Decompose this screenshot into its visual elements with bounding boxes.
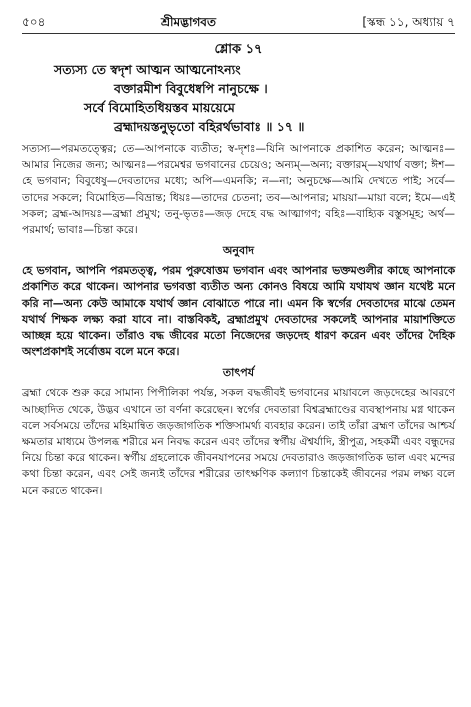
purport-paragraph: ব্রহ্মা থেকে শুরু করে সামান্য পিপীলিকা পর্যন্ত, সকল বদ্ধজীবই ভগবানের মায়াবলে জড়দেহের আবরণে আচ্ছাদিত থেকে, উদ্ভব এখানে তা বর্ণনা করেছেন। স্বর্গের দেবতারা বিশ্বব্রহ্মাণ্ডের ব্যবস্থাপনায় মগ্ন থাকেন বলে সর্বসময়ে তাঁদের মহিমান্বিত জড়জাগতিক শক্তিসামর্থ্য ব্যবহার করেন। তাই তাঁরা ব্রহ্মণ তাঁদের আশ্চর্য ক্ষমতার মাধ্যমে উপলব্ধ শরীরে মন নিবদ্ধ করেন এবং তাঁদের স্বর্গীয় ঐশ্বর্যাদি, স্ত্রীপুত্র, সহকর্মী এবং বন্ধুদের নিয়ে চিন্তা করে থাকেন। স্বর্গীয় গ্রহলোকে জীবনযাপনের সময়ে দেবতারাও জড়জাগতিক ভাল এবং মন্দের কথা চিন্তা করেন, এবং সেই জন্যই তাঁদের শরীরের তাৎক্ষণিক কল্যাণ চিন্তাকেই জীবনের পরম লক্ষ্য বলে মনে করতে থাকেন।	[22, 387, 455, 497]
purport-heading: তাৎপর্য	[222, 366, 255, 380]
translation-paragraph: হে ভগবান, আপনি পরমতত্ত্ব, পরম পুরুষোত্তম ভগবান এবং আপনার ভক্তমণ্ডলীর কাছে আপনাকে প্রকাশিত করে থাকেন। আপনার ভগবত্তা ব্যতীত অন্য কোনও বিষয়ে আমি যথাযথ জ্ঞান যথেষ্ট মনে করি না—অন্য কেউ আমাকে যথার্থ জ্ঞান বোঝাতে পারে না। এমন কি স্বর্গের দেবতাদের মাঝে তেমন যথার্থ শিক্ষক লক্ষ্য করা যাবে না। বাস্তবিকই, ব্রহ্মাপ্রমুখ দেবতাদের সকলেই আপনার মায়াশক্তিতে আচ্ছন্ন হয়ে থাকেন। তাঁরাও বদ্ধ জীবের মতো নিজেদের জড়দেহ ধারণ করেন এবং তাঁদের দৈহিক অংশপ্রকাশই সর্বোত্তম বলে মনে করে।	[22, 264, 455, 359]
translation-heading: অনুবাদ	[222, 244, 255, 258]
verse-line: সত্যস্য তে স্বদৃশ আত্মন আত্মনোঽন্যং	[54, 62, 241, 77]
page-header	[22, 14, 455, 30]
verse-line: বক্তারমীশ বিবুধেষ্বপি নানুচক্ষে ।	[114, 81, 268, 96]
page-number: ৫০৪	[22, 15, 46, 29]
chapter-reference: [স্কন্ধ ১১, অধ্যায় ৭	[362, 15, 455, 29]
verse-line: সর্বে বিমোহিতধিয়স্তব মায়য়েমে	[84, 100, 235, 115]
verse-line: ব্রহ্মাদয়স্তনুভৃতো বহিরর্থভাবাঃ ॥ ১৭ ॥	[114, 119, 305, 134]
synonyms-paragraph: সত্যস্য—পরমতত্ত্বের; তে—আপনাকে ব্যতীত; স্ব-দৃশঃ—যিনি আপনাকে প্রকাশিত করেন; আত্মনঃ—আমার নিজের জন্য; আত্মনঃ—পরমেশ্বর ভগবানের চেয়েও; অন্যম্—অন্য; বক্তারম্—যথার্থ বক্তা; ঈশ—হে ভগবান; বিবুধেষু—দেবতাদের মধ্যে; অপি—এমনকি; ন—না; অনুচক্ষে—আমি দেখতে পাই; সর্বে—তাদের সকলে; বিমোহিত—বিভ্রান্ত; ধিয়ঃ—তাদের চেতনা; তব—আপনার; মায়য়া—মায়া বলে; ইমে—এই সকল; ব্রহ্ম-আদয়ঃ—ব্রহ্মা প্রমুখ; তনু-ভৃতঃ—জড় দেহে বদ্ধ আত্মাগণ; বহিঃ—বাহ্যিক বস্তুসমূহ; অর্থ—পরমার্থ; ভাবাঃ—চিন্তা করে।	[22, 143, 455, 237]
book-title: শ্রীমদ্ভাগবত	[160, 15, 216, 29]
verse-title: শ্লোক ১৭	[214, 42, 263, 57]
sanskrit-verse	[22, 60, 455, 136]
header-divider	[22, 33, 455, 34]
